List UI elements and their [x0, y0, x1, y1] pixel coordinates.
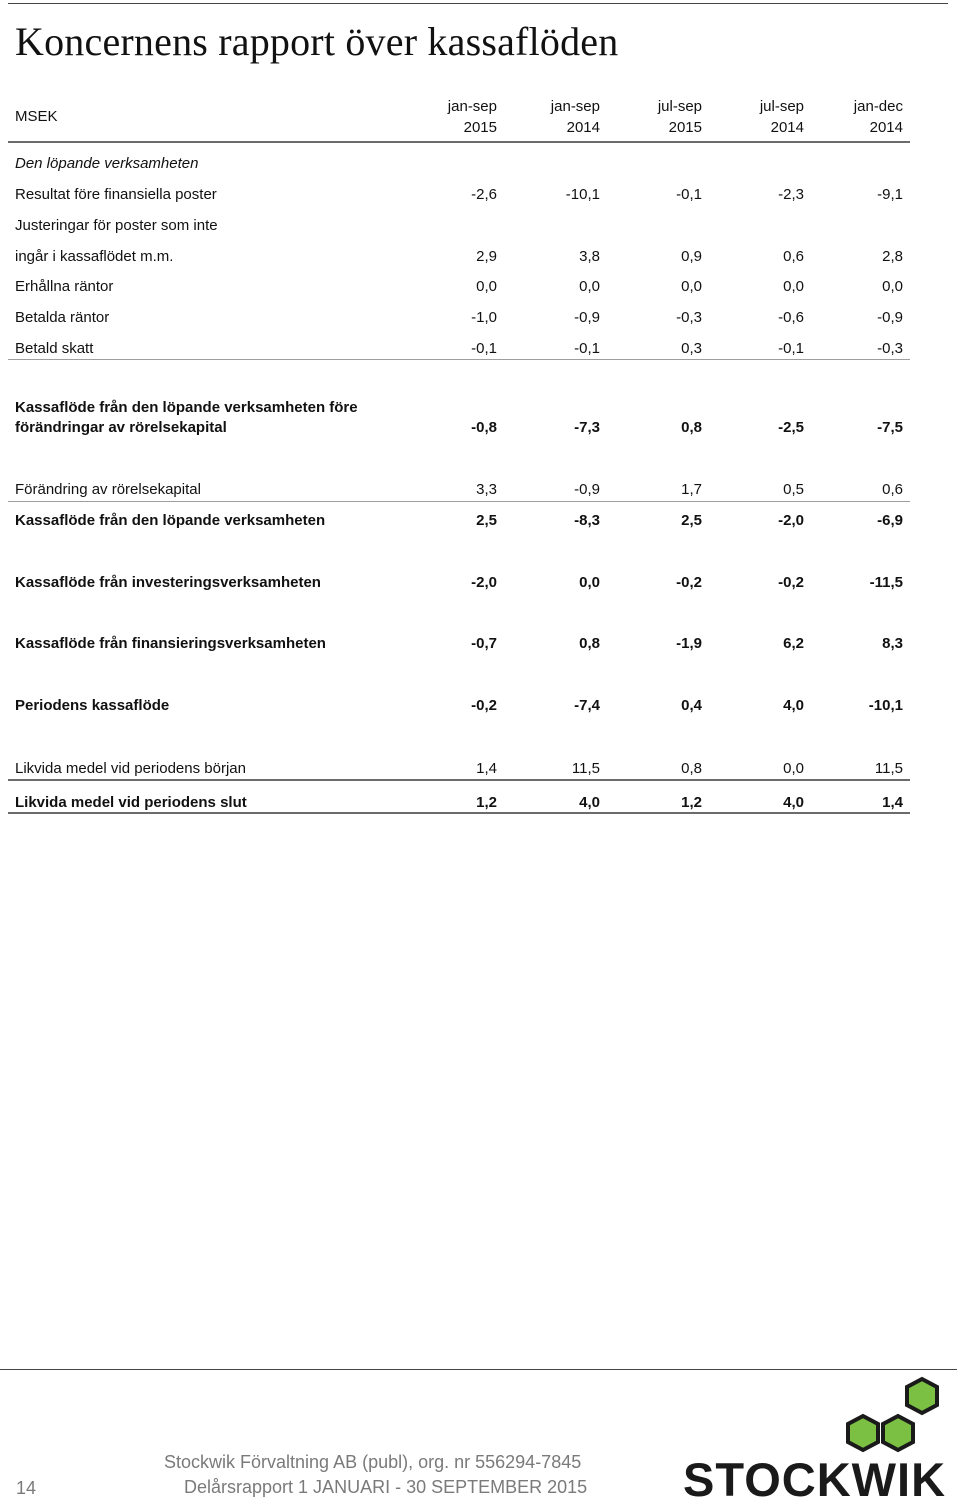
cell: 2,5 [681, 512, 702, 529]
page-title: Koncernens rapport över kassaflöden [15, 19, 619, 64]
header-rule [8, 141, 910, 143]
cell: -10,1 [868, 697, 903, 714]
cell: -0,1 [574, 340, 600, 357]
row-label: Betald skatt [15, 340, 94, 357]
footer-report-title: Delårsrapport 1 JANUARI - 30 SEPTEMBER 2015 [184, 1477, 588, 1497]
cell: 4,0 [783, 697, 804, 714]
unit-label: MSEK [15, 108, 58, 125]
row-rule [8, 779, 910, 781]
cell: 0,8 [681, 760, 702, 777]
cell: 8,3 [882, 635, 903, 652]
cell: -0,2 [676, 574, 702, 591]
cell: 1,4 [882, 794, 903, 811]
cell: 1,2 [476, 794, 497, 811]
col-header-5-line1: jan-dec [853, 98, 903, 115]
cell: -0,9 [574, 309, 600, 326]
footer-company: Stockwik Förvaltning AB (publ), org. nr 556294-7845 [164, 1452, 582, 1472]
cell: -0,6 [778, 309, 804, 326]
cell: -0,7 [471, 635, 497, 652]
logo-wordmark: STOCKWIK [683, 1453, 947, 1506]
cell: 0,0 [783, 760, 804, 777]
cell: -9,1 [877, 186, 903, 203]
cell: 0,0 [882, 278, 903, 295]
cell: -0,8 [471, 419, 497, 436]
cell: 0,0 [579, 278, 600, 295]
cell: -2,6 [471, 186, 497, 203]
col-header-1-line1: jan-sep [447, 98, 497, 115]
cell: 1,2 [681, 794, 702, 811]
table-bottom-rule [8, 812, 910, 814]
cell: -0,2 [778, 574, 804, 591]
cell: -6,9 [877, 512, 903, 529]
row-label: Likvida medel vid periodens slut [15, 794, 247, 811]
cell: 0,6 [783, 248, 804, 265]
col-header-2-line1: jan-sep [550, 98, 600, 115]
footer-rule [0, 1369, 957, 1370]
col-header-5-line2: 2014 [869, 119, 903, 136]
cell: 4,0 [783, 794, 804, 811]
cell: -2,0 [778, 512, 804, 529]
cell: 0,3 [681, 340, 702, 357]
row-label: Resultat före finansiella poster [15, 186, 217, 203]
row-label: Kassaflöde från den löpande verksamheten före [15, 399, 358, 416]
row-rule [8, 359, 910, 360]
row-label: Förändring av rörelsekapital [15, 481, 201, 498]
cell: -7,5 [877, 419, 903, 436]
col-header-1-line2: 2015 [463, 119, 497, 136]
cell: -7,4 [574, 697, 600, 714]
row-label: Kassaflöde från den löpande verksamheten [15, 512, 326, 529]
row-label: Kassaflöde från investeringsverksamheten [15, 574, 321, 591]
cell: 2,5 [476, 512, 497, 529]
cell: 2,8 [882, 248, 903, 265]
col-header-3-line2: 2015 [668, 119, 702, 136]
cell: -0,1 [471, 340, 497, 357]
row-rule [8, 501, 910, 502]
cell: 0,0 [681, 278, 702, 295]
cell: -0,1 [778, 340, 804, 357]
col-header-4-line1: jul-sep [759, 98, 804, 115]
cell: 3,8 [579, 248, 600, 265]
row-label: förändringar av rörelsekapital [15, 419, 227, 436]
cell: -10,1 [565, 186, 600, 203]
cell: 1,4 [476, 760, 497, 777]
cell: 0,0 [476, 278, 497, 295]
col-header-3-line1: jul-sep [657, 98, 702, 115]
row-label: Periodens kassaflöde [15, 697, 170, 714]
cell: 0,8 [579, 635, 600, 652]
cell: 0,8 [681, 419, 702, 436]
cell: 3,3 [476, 481, 497, 498]
cell: -2,0 [471, 574, 497, 591]
logo-hexagons-icon [840, 1376, 948, 1456]
cell: -7,3 [574, 419, 600, 436]
cell: 0,5 [783, 481, 804, 498]
cell: -0,9 [574, 481, 600, 498]
row-label: Erhållna räntor [15, 278, 114, 295]
cell: 2,9 [476, 248, 497, 265]
cell: -0,9 [877, 309, 903, 326]
cell: 0,4 [681, 697, 702, 714]
row-label: Likvida medel vid periodens början [15, 760, 246, 777]
cell: 0,6 [882, 481, 903, 498]
row-label: Justeringar för poster som inte [15, 217, 218, 234]
page-number: 14 [16, 1478, 37, 1498]
cell: 0,9 [681, 248, 702, 265]
cell: -8,3 [574, 512, 600, 529]
cell: 1,7 [681, 481, 702, 498]
cell: 0,0 [579, 574, 600, 591]
cell: 11,5 [874, 760, 903, 777]
cell: -11,5 [869, 574, 903, 591]
col-header-2-line2: 2014 [566, 119, 600, 136]
cell: 0,0 [783, 278, 804, 295]
top-rule [8, 3, 948, 4]
cell: -0,1 [676, 186, 702, 203]
row-label: Betalda räntor [15, 309, 110, 326]
row-label: ingår i kassaflödet m.m. [15, 248, 174, 265]
section-heading: Den löpande verksamheten [15, 155, 199, 172]
cell: -0,2 [471, 697, 497, 714]
row-label: Kassaflöde från finansieringsverksamheten [15, 635, 326, 652]
cell: 4,0 [579, 794, 600, 811]
cell: -2,5 [778, 419, 804, 436]
cell: 6,2 [783, 635, 804, 652]
cell: -2,3 [778, 186, 804, 203]
col-header-4-line2: 2014 [770, 119, 804, 136]
cell: -0,3 [877, 340, 903, 357]
cell: 11,5 [571, 760, 600, 777]
cell: -0,3 [676, 309, 702, 326]
cell: -1,9 [676, 635, 702, 652]
cell: -1,0 [471, 309, 497, 326]
